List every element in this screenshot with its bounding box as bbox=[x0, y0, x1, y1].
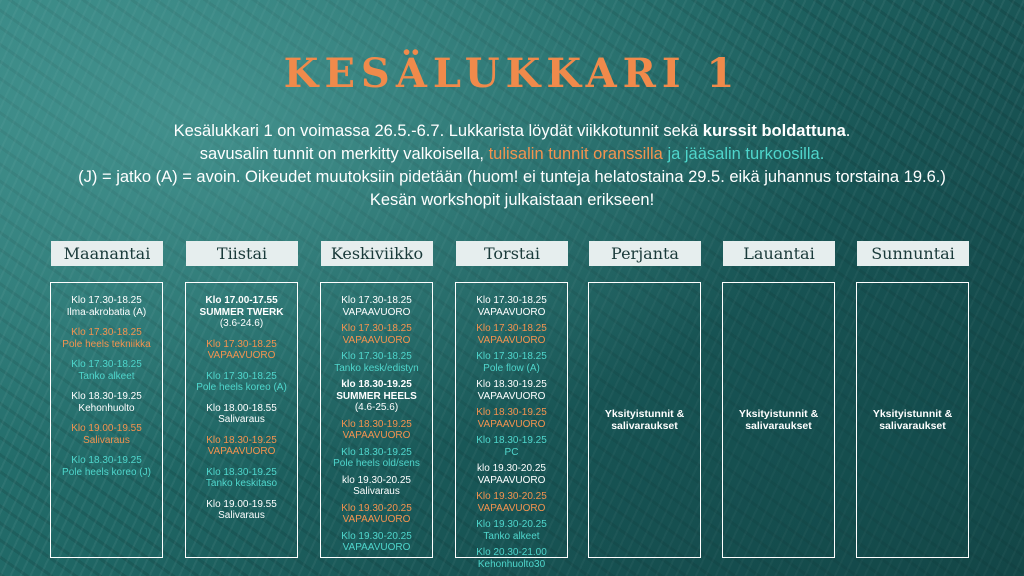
class-entry bbox=[333, 447, 420, 470]
class-time: Klo 17.30-18.25 bbox=[476, 351, 547, 362]
intro-orange-note: tulisalin tunnit oranssilla bbox=[488, 145, 663, 163]
intro-turquoise-note: ja jääsalin turkoosilla. bbox=[662, 145, 825, 163]
intro-line1 bbox=[174, 122, 851, 140]
class-time: klo 18.30-19.25 bbox=[341, 379, 412, 390]
class-label: VAPAAVUORO bbox=[477, 474, 546, 486]
class-time: Klo 17.30-18.25 bbox=[71, 327, 142, 338]
class-time: Klo 18.30-19.25 bbox=[476, 379, 547, 390]
class-entry bbox=[476, 351, 547, 374]
class-entry bbox=[62, 327, 150, 350]
class-label: VAPAAVUORO bbox=[342, 514, 411, 525]
day-header-keskiviikko: Keskiviikko bbox=[321, 241, 433, 266]
intro-line2 bbox=[200, 145, 825, 163]
class-label: Ilma-akrobatia (A) bbox=[66, 306, 147, 318]
class-time: Klo 17.30-18.25 bbox=[476, 323, 547, 334]
day-header-torstai: Torstai bbox=[456, 241, 568, 266]
class-entry bbox=[476, 295, 547, 318]
class-label: VAPAAVUORO bbox=[477, 502, 546, 514]
class-time: Klo 19.00-19.55 bbox=[206, 498, 277, 510]
class-label: SUMMER HEELS bbox=[336, 390, 417, 402]
day-column-keskiviikko bbox=[320, 282, 433, 558]
class-label: PC bbox=[504, 446, 519, 458]
class-entry bbox=[62, 455, 151, 478]
private-sessions-note: Yksityistunnit & salivaraukset bbox=[604, 408, 685, 432]
intro-text-part: Kesälukkari 1 on voimassa 26.5.-6.7. Lukkarista löydät viikkotunnit sekä bbox=[173, 122, 703, 140]
class-label: Pole heels koreo (J) bbox=[62, 466, 151, 478]
class-entry bbox=[196, 371, 287, 394]
class-label: VAPAAVUORO bbox=[207, 446, 276, 457]
class-entry bbox=[476, 491, 547, 514]
class-entry bbox=[476, 323, 547, 346]
intro-bold-courses: kurssit boldattuna bbox=[702, 122, 846, 140]
intro-text bbox=[60, 120, 964, 212]
day-column-lauantai bbox=[722, 282, 835, 558]
class-label: VAPAAVUORO bbox=[342, 542, 411, 553]
class-entry bbox=[341, 503, 412, 526]
class-time: klo 19.30-20.25 bbox=[342, 474, 411, 486]
class-time: Klo 18.30-19.25 bbox=[476, 407, 547, 418]
class-dates: (3.6-24.6) bbox=[219, 318, 264, 329]
class-entry bbox=[71, 359, 142, 382]
day-header-maanantai: Maanantai bbox=[51, 241, 163, 266]
class-label: Pole heels old/sens bbox=[333, 458, 420, 469]
class-time: Klo 18.30-19.25 bbox=[341, 418, 412, 430]
class-label: VAPAAVUORO bbox=[342, 334, 411, 346]
class-time: Klo 17.00-17.55 bbox=[205, 295, 278, 306]
private-sessions-note: Yksityistunnit & salivaraukset bbox=[738, 408, 819, 432]
class-label: Tanko kesk/edistyn bbox=[334, 362, 419, 374]
class-label: Salivaraus bbox=[218, 510, 265, 521]
class-time: Klo 17.30-18.25 bbox=[71, 359, 142, 370]
class-entry bbox=[342, 475, 411, 498]
day-header-sunnuntai: Sunnuntai bbox=[857, 241, 969, 266]
class-label: Pole heels koreo (A) bbox=[196, 382, 287, 393]
class-label: Pole heels tekniikka bbox=[62, 338, 151, 350]
class-entry bbox=[476, 547, 547, 570]
class-label: VAPAAVUORO bbox=[477, 334, 546, 346]
day-column-tiistai bbox=[185, 282, 298, 558]
class-time: Klo 18.30-19.25 bbox=[206, 434, 277, 446]
class-entry bbox=[341, 531, 412, 554]
class-entry bbox=[206, 403, 277, 426]
intro-white-note: savusalin tunnit on merkitty valkoisella, bbox=[199, 145, 489, 163]
class-label: VAPAAVUORO bbox=[477, 306, 546, 318]
class-time: Klo 17.30-18.25 bbox=[341, 351, 412, 362]
class-entry bbox=[67, 295, 146, 318]
intro-text-part: . bbox=[845, 122, 851, 140]
day-column-sunnuntai bbox=[856, 282, 969, 558]
class-time: Klo 17.30-18.25 bbox=[341, 323, 412, 334]
class-time: Klo 17.30-18.25 bbox=[476, 295, 547, 306]
private-sessions-note: Yksityistunnit & salivaraukset bbox=[872, 408, 953, 432]
class-label: SUMMER TWERK bbox=[199, 306, 284, 318]
class-label: Kehonhuolto bbox=[78, 402, 135, 414]
class-label: Tanko alkeet bbox=[483, 530, 540, 542]
class-entry bbox=[477, 463, 546, 486]
class-entry bbox=[476, 407, 547, 430]
class-label: VAPAAVUORO bbox=[342, 430, 411, 441]
day-column-maanantai bbox=[50, 282, 163, 558]
class-label: Tanko keskitaso bbox=[205, 478, 278, 489]
class-label: Salivaraus bbox=[83, 434, 130, 446]
class-time: Klo 18.30-19.25 bbox=[71, 455, 142, 466]
intro-line3: (J) = jatko (A) = avoin. Oikeudet muutoksiin pidetään (huom! ei tunteja helatostaina 29.5. eikä juhannus torstaina 19.6.) Kesän workshopit julkaistaan erikseen! bbox=[78, 168, 946, 209]
class-time: Klo 18.00-18.55 bbox=[206, 402, 277, 414]
class-time: klo 19.30-20.25 bbox=[477, 463, 546, 474]
class-entry bbox=[71, 423, 142, 446]
class-time: Klo 19.30-20.25 bbox=[476, 519, 547, 530]
class-label: VAPAAVUORO bbox=[342, 306, 411, 318]
class-time: Klo 17.30-18.25 bbox=[206, 338, 277, 350]
class-time: Klo 18.30-19.25 bbox=[341, 446, 412, 458]
day-header-tiistai: Tiistai bbox=[186, 241, 298, 266]
class-entry bbox=[206, 339, 277, 362]
class-time: Klo 17.30-18.25 bbox=[341, 295, 412, 306]
class-entry bbox=[206, 467, 277, 490]
class-label: Salivaraus bbox=[218, 414, 265, 425]
class-label: VAPAAVUORO bbox=[477, 390, 546, 402]
class-time: Klo 20.30-21.00 bbox=[476, 547, 547, 558]
class-label: Salivaraus bbox=[353, 486, 400, 497]
class-entry bbox=[206, 435, 277, 458]
day-column-perjanta bbox=[588, 282, 701, 558]
class-label: VAPAAVUORO bbox=[207, 350, 276, 361]
class-label: Pole flow (A) bbox=[483, 362, 540, 374]
day-column-torstai bbox=[455, 282, 568, 570]
class-time: Klo 17.30-18.25 bbox=[71, 295, 142, 306]
class-entry bbox=[476, 435, 547, 458]
class-entry bbox=[341, 295, 412, 318]
class-time: Klo 19.30-20.25 bbox=[476, 491, 547, 502]
class-time: Klo 19.00-19.55 bbox=[71, 423, 142, 434]
class-dates: (4.6-25.6) bbox=[354, 402, 399, 413]
class-label: Tanko alkeet bbox=[78, 370, 135, 382]
class-time: Klo 18.30-19.25 bbox=[71, 391, 142, 402]
class-entry bbox=[341, 419, 412, 442]
class-entry bbox=[476, 519, 547, 542]
day-header-perjanta: Perjanta bbox=[589, 241, 701, 266]
page-title: KESÄLUKKARI 1 bbox=[283, 50, 741, 97]
class-time: Klo 19.30-20.25 bbox=[341, 530, 412, 542]
class-label: Kehonhuolto30 bbox=[477, 558, 546, 570]
class-entry bbox=[334, 351, 419, 374]
class-entry bbox=[476, 379, 547, 402]
class-entry bbox=[200, 295, 284, 330]
class-time: Klo 17.30-18.25 bbox=[206, 370, 277, 382]
day-header-lauantai: Lauantai bbox=[723, 241, 835, 266]
class-entry bbox=[341, 323, 412, 346]
class-time: Klo 18.30-19.25 bbox=[476, 435, 547, 446]
class-time: Klo 18.30-19.25 bbox=[206, 466, 277, 478]
class-entry bbox=[206, 499, 277, 522]
class-label: VAPAAVUORO bbox=[477, 418, 546, 430]
class-time: Klo 19.30-20.25 bbox=[341, 502, 412, 514]
class-entry bbox=[71, 391, 142, 414]
class-entry bbox=[336, 379, 417, 414]
